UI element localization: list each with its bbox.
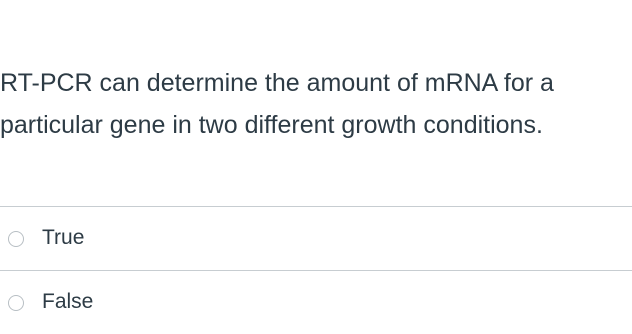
radio-button-true[interactable] — [8, 231, 24, 247]
question-text — [0, 62, 632, 146]
question-line-1: RT-PCR can determine the amount of mRNA for a — [0, 69, 554, 97]
answer-option-true[interactable] — [0, 207, 632, 270]
answer-list — [0, 206, 632, 334]
question-line-2: particular gene in two different growth conditions. — [0, 111, 543, 139]
answer-label-false[interactable]: False — [42, 290, 94, 313]
answer-label-true[interactable]: True — [42, 226, 85, 249]
answer-option-false[interactable] — [0, 271, 632, 334]
radio-button-false[interactable] — [8, 295, 24, 311]
